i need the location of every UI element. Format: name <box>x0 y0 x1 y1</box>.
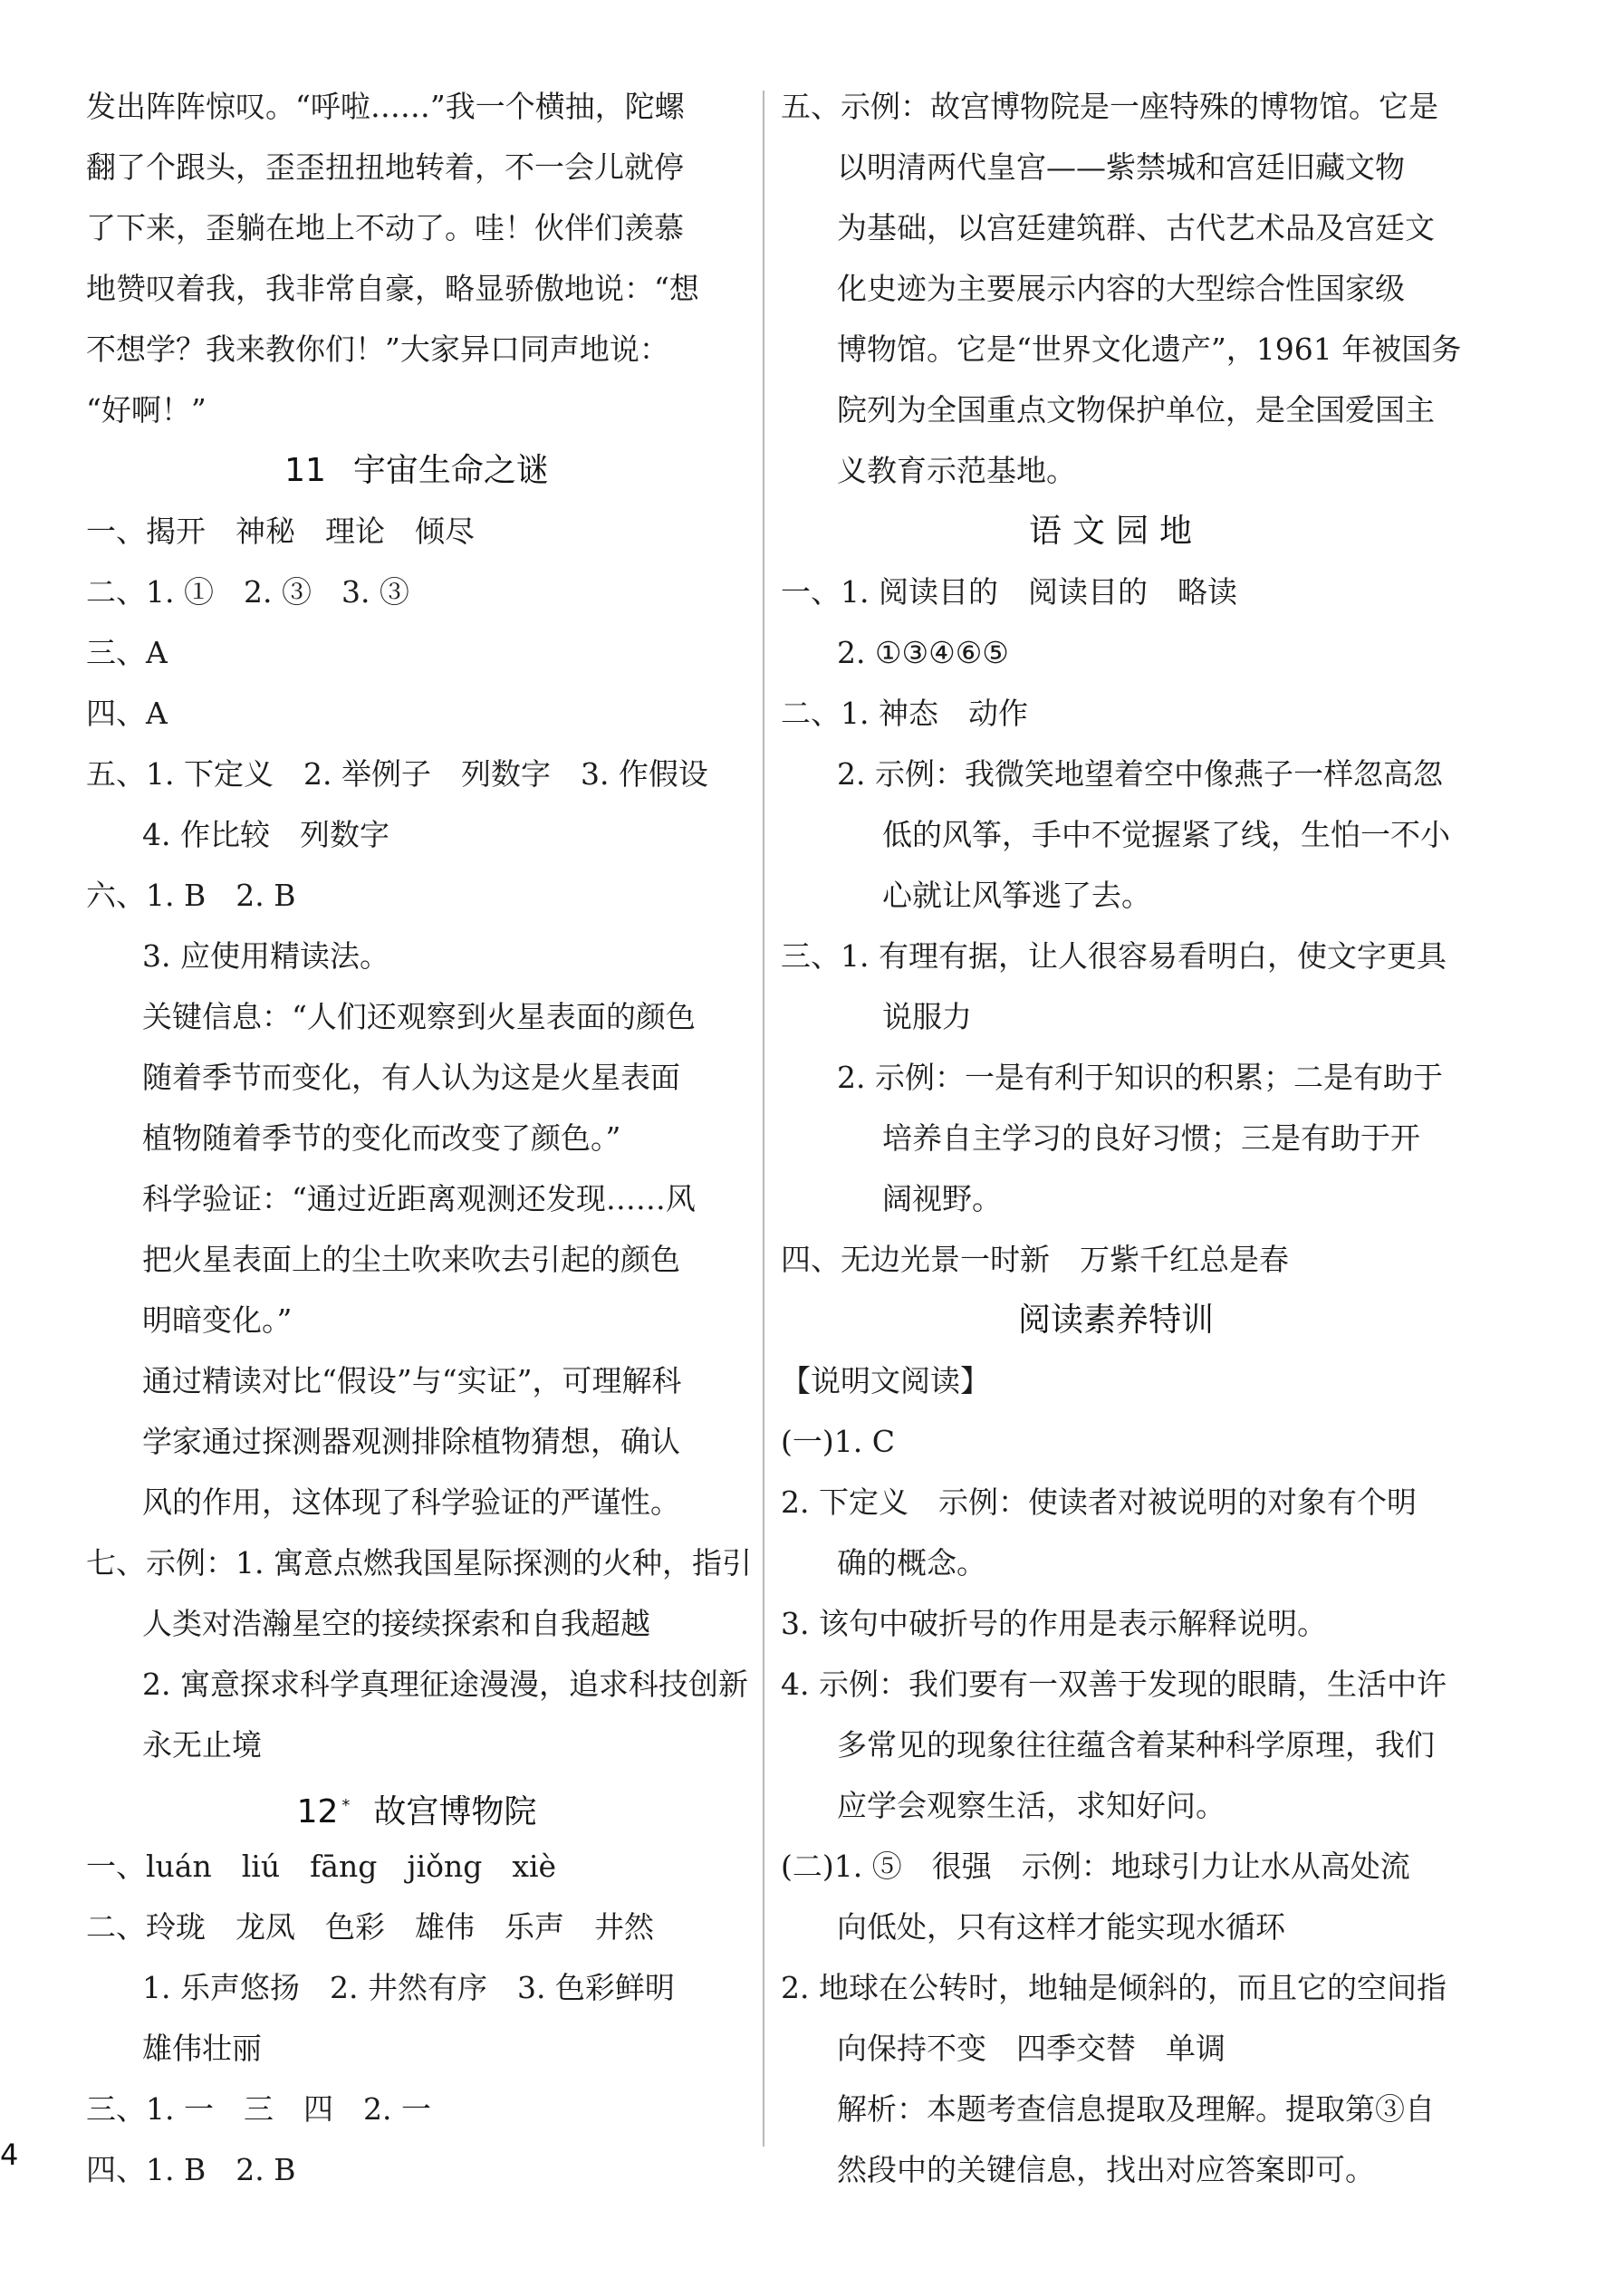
answer-line: 植物随着季节的变化而改变了颜色。” <box>142 1120 621 1156</box>
answer-line: 雄伟壮丽 <box>142 2031 262 2066</box>
answer-line: 2. 示例：我微笑地望着空中像燕子一样忽高忽 <box>837 756 1443 792</box>
right-column <box>781 76 1462 2200</box>
answer-line: 阔视野。 <box>882 1181 1002 1216</box>
answer-line: 博物馆。它是“世界文化遗产”，1961 年被国务 <box>837 331 1462 367</box>
answer-line: (二)1. ⑤ 很强 示例：地球引力让水从高处流 <box>781 1849 1410 1884</box>
answer-line: 向低处，只有这样才能实现水循环 <box>837 1909 1285 1945</box>
answer-line: 化史迹为主要展示内容的大型综合性国家级 <box>837 271 1405 306</box>
page-number: 4 <box>0 2137 19 2172</box>
answer-line: 以明清两代皇宫——紫禁城和宫廷旧藏文物 <box>837 149 1405 185</box>
text-line: 不想学？我来教你们！”大家异口同声地说： <box>86 331 669 367</box>
answer-line: 学家通过探测器观测排除植物猜想，确认 <box>142 1424 680 1459</box>
answer-line: 二、1. 神态 动作 <box>781 696 1028 731</box>
answer-line: 院列为全国重点文物保护单位，是全国爱国主 <box>837 392 1435 427</box>
answer-line: 五、示例：故宫博物院是一座特殊的博物馆。它是 <box>781 89 1438 124</box>
answer-line: 然段中的关键信息，找出对应答案即可。 <box>837 2152 1375 2187</box>
column-divider <box>763 91 764 2147</box>
answer-line: 明暗变化。” <box>142 1302 293 1338</box>
answer-line: 风的作用，这体现了科学验证的严谨性。 <box>142 1484 680 1520</box>
lesson-title: 宇宙生命之谜 <box>352 452 549 489</box>
lesson-11-heading <box>86 440 747 501</box>
answer-line: 二、玲珑 龙凤 色彩 雄伟 乐声 井然 <box>86 1909 654 1945</box>
answer-line: 义教育示范基地。 <box>837 453 1076 488</box>
lesson-12-heading <box>86 1775 747 1836</box>
answer-line: 低的风筝，手中不觉握紧了线，生怕一不小 <box>882 817 1450 852</box>
answer-line: 永无止境 <box>142 1727 262 1763</box>
answer-line: 培养自主学习的良好习惯；三是有助于开 <box>882 1120 1420 1156</box>
answer-line: 2. 地球在公转时，地轴是倾斜的，而且它的空间指 <box>781 1970 1447 2005</box>
answer-line: 2. ①③④⑥⑤ <box>837 635 1009 670</box>
answer-line: 心就让风筝逃了去。 <box>882 878 1151 913</box>
answer-line: 二、1. ① 2. ③ 3. ③ <box>86 574 409 610</box>
answer-line: 为基础，以宫廷建筑群、古代艺术品及宫廷文 <box>837 210 1435 245</box>
answer-line: 多常见的现象往往蕴含着某种科学原理，我们 <box>837 1727 1435 1763</box>
answer-line: 七、示例：1. 寓意点燃我国星际探测的火种，指引 <box>86 1545 752 1580</box>
answer-line: 关键信息：“人们还观察到火星表面的颜色 <box>142 999 696 1034</box>
answer-line: 向保持不变 四季交替 单调 <box>837 2031 1226 2066</box>
lesson-number: 12 <box>296 1793 339 1830</box>
optional-lesson-mark: * <box>341 1796 351 1815</box>
left-column <box>86 76 752 2200</box>
text-line: “好啊！” <box>86 392 207 427</box>
answer-line: 一、1. 阅读目的 阅读目的 略读 <box>781 574 1237 610</box>
answer-line: 2. 寓意探求科学真理征途漫漫，追求科技创新 <box>142 1667 748 1702</box>
answer-line: 3. 应使用精读法。 <box>142 938 389 974</box>
answer-line: 三、1. 一 三 四 2. 一 <box>86 2091 431 2127</box>
text-line: 地赞叹着我，我非常自豪，略显骄傲地说：“想 <box>86 271 699 306</box>
answer-line: 四、A <box>86 696 168 731</box>
answer-line: 2. 下定义 示例：使读者对被说明的对象有个明 <box>781 1484 1417 1520</box>
text-line: 翻了个跟头，歪歪扭扭地转着，不一会儿就停 <box>86 149 684 185</box>
answer-line: 1. 乐声悠扬 2. 井然有序 3. 色彩鲜明 <box>142 1970 675 2005</box>
answer-line: 4. 作比较 列数字 <box>142 817 389 852</box>
answer-line: 4. 示例：我们要有一双善于发现的眼睛，生活中许 <box>781 1667 1447 1702</box>
answer-line: 随着季节而变化，有人认为这是火星表面 <box>142 1060 680 1095</box>
answer-line: 人类对浩瀚星空的接续探索和自我超越 <box>142 1606 650 1641</box>
answer-line: 四、1. B 2. B <box>86 2152 296 2187</box>
answer-line: 一、揭开 神秘 理论 倾尽 <box>86 514 475 549</box>
lesson-number: 11 <box>284 452 326 489</box>
answer-line: 一、luán liú fāng jiǒng xiè <box>86 1849 557 1884</box>
answer-line: 说服力 <box>882 999 972 1034</box>
answer-line: 三、1. 有理有据，让人很容易看明白，使文字更具 <box>781 938 1447 974</box>
section-heading-yuwen-yuandi: 语文园地 <box>1028 513 1203 550</box>
answer-line: 四、无边光景一时新 万紫千红总是春 <box>781 1242 1289 1277</box>
answer-line: 把火星表面上的尘土吹来吹去引起的颜色 <box>142 1242 680 1277</box>
answer-line: (一)1. C <box>781 1424 895 1459</box>
lesson-title: 故宫博物院 <box>373 1793 537 1830</box>
text-line: 了下来，歪躺在地上不动了。哇！伙伴们羡慕 <box>86 210 684 245</box>
answer-line: 通过精读对比“假设”与“实证”，可理解科 <box>142 1363 682 1398</box>
answer-line: 2. 示例：一是有利于知识的积累；二是有助于 <box>837 1060 1443 1095</box>
answer-line: 【说明文阅读】 <box>781 1363 990 1398</box>
answer-line: 确的概念。 <box>837 1545 986 1580</box>
answer-line: 五、1. 下定义 2. 举例子 列数字 3. 作假设 <box>86 756 708 792</box>
answer-line: 解析：本题考查信息提取及理解。提取第③自 <box>837 2091 1435 2127</box>
answer-line: 3. 该句中破折号的作用是表示解释说明。 <box>781 1606 1327 1641</box>
text-line: 发出阵阵惊叹。“呼啦……”我一个横抽，陀螺 <box>86 89 685 124</box>
answer-line: 三、A <box>86 635 168 670</box>
answer-line: 应学会观察生活，求知好问。 <box>837 1788 1226 1823</box>
answer-line: 科学验证：“通过近距离观测还发现……风 <box>142 1181 696 1216</box>
section-heading-reading-training: 阅读素养特训 <box>1017 1302 1214 1339</box>
answer-line: 六、1. B 2. B <box>86 878 296 913</box>
